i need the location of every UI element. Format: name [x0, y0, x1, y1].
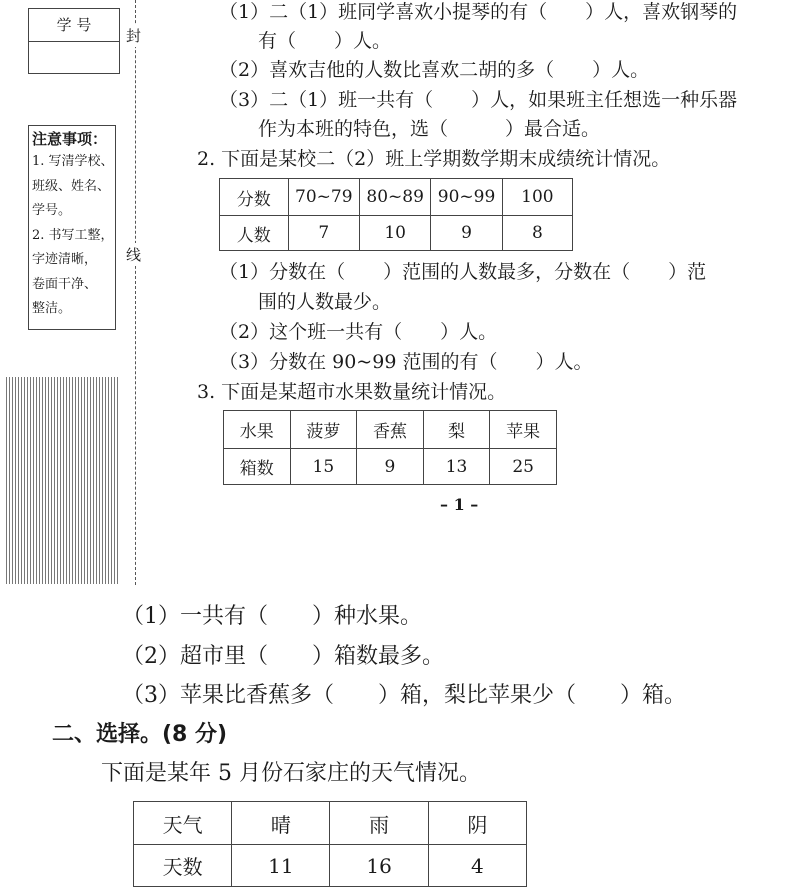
q2-title: 2. 下面是某校二（2）班上学期数学期末成绩统计情况。 — [197, 148, 671, 170]
table-cell: 7 — [288, 216, 359, 251]
notes-line: 卷面干净、 — [32, 276, 98, 292]
notes-line: 整洁。 — [32, 301, 72, 316]
notes-line: 字迹清晰， — [32, 252, 98, 267]
table-header: 雨 — [330, 802, 428, 845]
table-header: 晴 — [232, 802, 330, 845]
weather-table — [133, 801, 527, 887]
score-table — [219, 178, 573, 251]
table-row — [220, 216, 573, 251]
binding-dashed-line — [135, 0, 136, 585]
notes-line: 2. 书写工整， — [32, 227, 114, 243]
notes-line: 班级、姓名、 — [32, 178, 111, 194]
table-cell: 8 — [502, 216, 572, 251]
table-header: 菠萝 — [290, 411, 357, 449]
table-header: 天气 — [134, 802, 232, 845]
table-header: 100 — [502, 179, 572, 216]
line-char: 线 — [126, 243, 141, 266]
q3-part2: （2）超市里（ ）箱数最多。 — [122, 644, 444, 669]
table-cell: 9 — [431, 216, 502, 251]
student-id-field[interactable] — [29, 42, 119, 73]
section2-title: 二、选择。(8 分) — [52, 722, 228, 747]
notes-line: 1. 写清学校、 — [32, 154, 114, 169]
table-row-label: 人数 — [220, 216, 289, 251]
table-cell: 25 — [490, 449, 557, 485]
notes-title: 注意事项： — [32, 130, 108, 148]
q3-title: 3. 下面是某超市水果数量统计情况。 — [197, 381, 507, 403]
q2-part3: （3）分数在 90~99 范围的有（ ）人。 — [219, 351, 593, 373]
table-cell: 16 — [330, 845, 428, 887]
table-cell: 15 — [290, 449, 357, 485]
table-cell: 9 — [357, 449, 424, 485]
q3-part3: （3）苹果比香蕉多（ ）箱，梨比苹果少（ ）箱。 — [122, 683, 686, 708]
table-cell: 13 — [423, 449, 490, 485]
table-header: 阴 — [428, 802, 526, 845]
page-number: – 1 – — [440, 495, 479, 514]
table-cell: 11 — [232, 845, 330, 887]
table-header: 香蕉 — [357, 411, 424, 449]
q1-part1-line2: 有（ ）人。 — [258, 30, 392, 52]
table-header: 70~79 — [288, 179, 359, 216]
student-id-box — [28, 8, 120, 74]
table-header: 90~99 — [431, 179, 502, 216]
table-cell: 4 — [428, 845, 526, 887]
table-row — [224, 411, 557, 449]
weather-intro: 下面是某年 5 月份石家庄的天气情况。 — [101, 761, 481, 786]
table-header: 水果 — [224, 411, 291, 449]
q1-part3-line2: 作为本班的特色，选（ ）最合适。 — [258, 118, 601, 140]
fruit-table — [223, 410, 557, 485]
q1-part1-line1: （1）二（1）班同学喜欢小提琴的有（ ）人，喜欢钢琴的 — [219, 1, 738, 23]
table-row — [220, 179, 573, 216]
hatched-pattern — [6, 377, 118, 584]
table-row-label: 天数 — [134, 845, 232, 887]
table-header: 80~89 — [359, 179, 430, 216]
q3-part1: （1）一共有（ ）种水果。 — [122, 604, 422, 629]
notes-line: 学号。 — [32, 203, 72, 218]
q2-part2: （2）这个班一共有（ ）人。 — [219, 321, 498, 343]
table-row — [134, 845, 527, 887]
seal-char: 封 — [126, 24, 141, 47]
q1-part3-line1: （3）二（1）班一共有（ ）人，如果班主任想选一种乐器 — [219, 89, 738, 111]
table-row-label: 箱数 — [224, 449, 291, 485]
table-header: 梨 — [423, 411, 490, 449]
table-row — [134, 802, 527, 845]
table-cell: 10 — [359, 216, 430, 251]
table-row — [224, 449, 557, 485]
table-header: 苹果 — [490, 411, 557, 449]
notes-box — [28, 125, 116, 330]
table-header: 分数 — [220, 179, 289, 216]
student-id-label: 学 号 — [29, 9, 119, 42]
q2-part1-line1: （1）分数在（ ）范围的人数最多，分数在（ ）范 — [219, 261, 707, 283]
q1-part2: （2）喜欢吉他的人数比喜欢二胡的多（ ）人。 — [219, 59, 650, 81]
q2-part1-line2: 围的人数最少。 — [258, 291, 392, 313]
